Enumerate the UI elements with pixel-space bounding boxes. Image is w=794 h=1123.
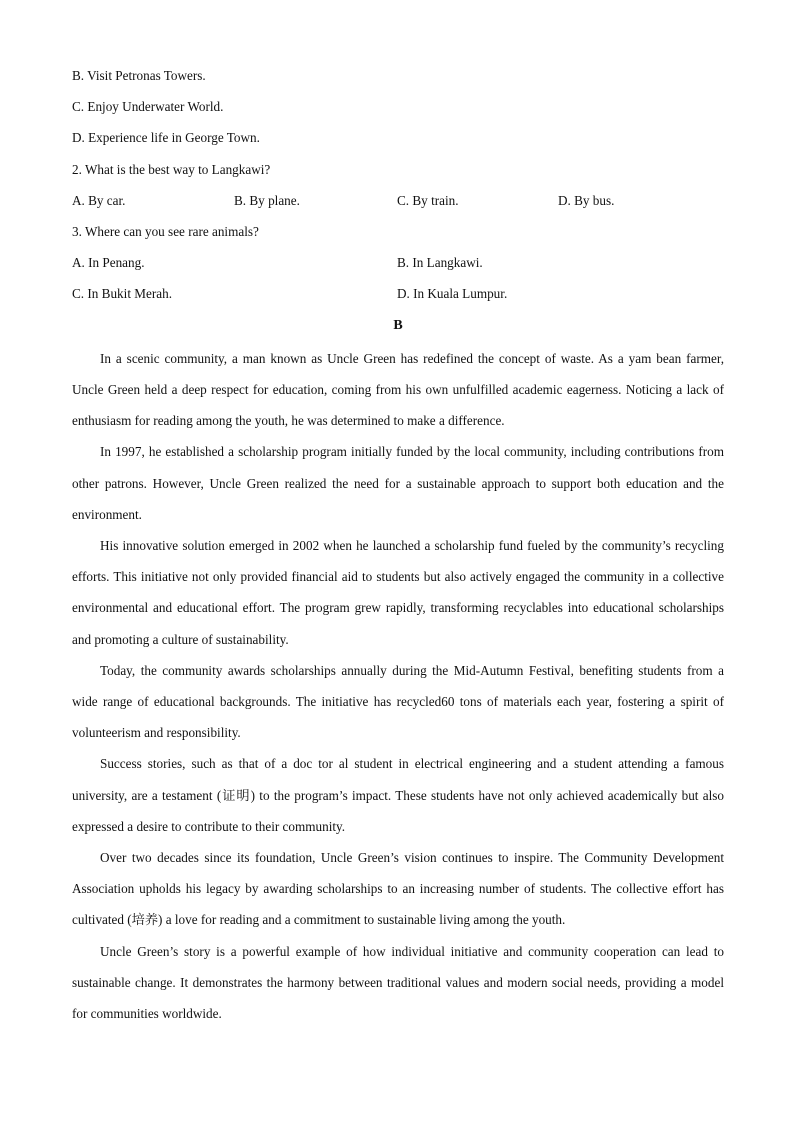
option-1d: D. Experience life in George Town. (72, 130, 260, 146)
question-3-stem: 3. Where can you see rare animals? (72, 223, 259, 239)
question-3-options-row2 (72, 280, 724, 311)
paragraph-7: Uncle Green’s story is a powerful example of how individual initiative and community cooperation can lead to sustainable change. It demonstrates the harmony between traditional values and modern social needs, providing a model for communities worldwide. (72, 943, 724, 1021)
paragraph-5: Success stories, such as that of a doc tor al student in electrical engineering and a student attending a famous university, are a testament (证明) to the program’s impact. These students have not only achieved academically but also expressed a desire to contribute to their community. (72, 756, 724, 834)
option-3d: D. In Kuala Lumpur. (397, 286, 508, 302)
option-2a: A. By car. (72, 192, 126, 208)
option-3b: B. In Langkawi. (397, 255, 483, 271)
question-2-stem: 2. What is the best way to Langkawi? (72, 161, 271, 177)
option-3a: A. In Penang. (72, 255, 145, 271)
paragraph-6: Over two decades since its foundation, Uncle Green’s vision continues to inspire. The Community Development Association upholds his legacy by awarding scholarships to an increasing number of students. The collective effort has cultivated (培养) a love for reading and a commitment to sustainable living among the youth. (72, 849, 724, 928)
section-title: B (393, 317, 403, 333)
paragraph-3: His innovative solution emerged in 2002 when he launched a scholarship fund fueled by the community’s recycling efforts. This initiative not only provided financial aid to students but also actively engaged the community in a collective environmental and educational effort. The program grew rapidly, transforming recyclables into educational scholarships and promoting a culture of sustainability. (72, 537, 724, 647)
question-3-options-row1 (72, 249, 724, 280)
document-page (72, 62, 724, 1029)
paragraph-2: In 1997, he established a scholarship program initially funded by the local community, including contributions from other patrons. However, Uncle Green realized the need for a sustainable approach to support both education and the environment. (72, 444, 724, 522)
option-2c: C. By train. (397, 192, 459, 208)
option-1c: C. Enjoy Underwater World. (72, 99, 224, 115)
option-2d: D. By bus. (558, 192, 615, 208)
option-1b: B. Visit Petronas Towers. (72, 68, 206, 83)
paragraph-4: Today, the community awards scholarships annually during the Mid-Autumn Festival, benefiting students from a wide range of educational backgrounds. The initiative has recycled60 tons of materials each year, fostering a spirit of volunteerism and responsibility. (72, 662, 724, 741)
question-2-options (72, 187, 724, 218)
paragraph-1: In a scenic community, a man known as Uncle Green has redefined the concept of waste. As a yam bean farmer, Uncle Green held a deep respect for education, coming from his own unfulfilled academic eagerness. Noticing a lack of enthusiasm for reading among the youth, he was determined to make a difference. (72, 350, 724, 429)
option-2b: B. By plane. (234, 192, 300, 208)
option-3c: C. In Bukit Merah. (72, 286, 172, 302)
